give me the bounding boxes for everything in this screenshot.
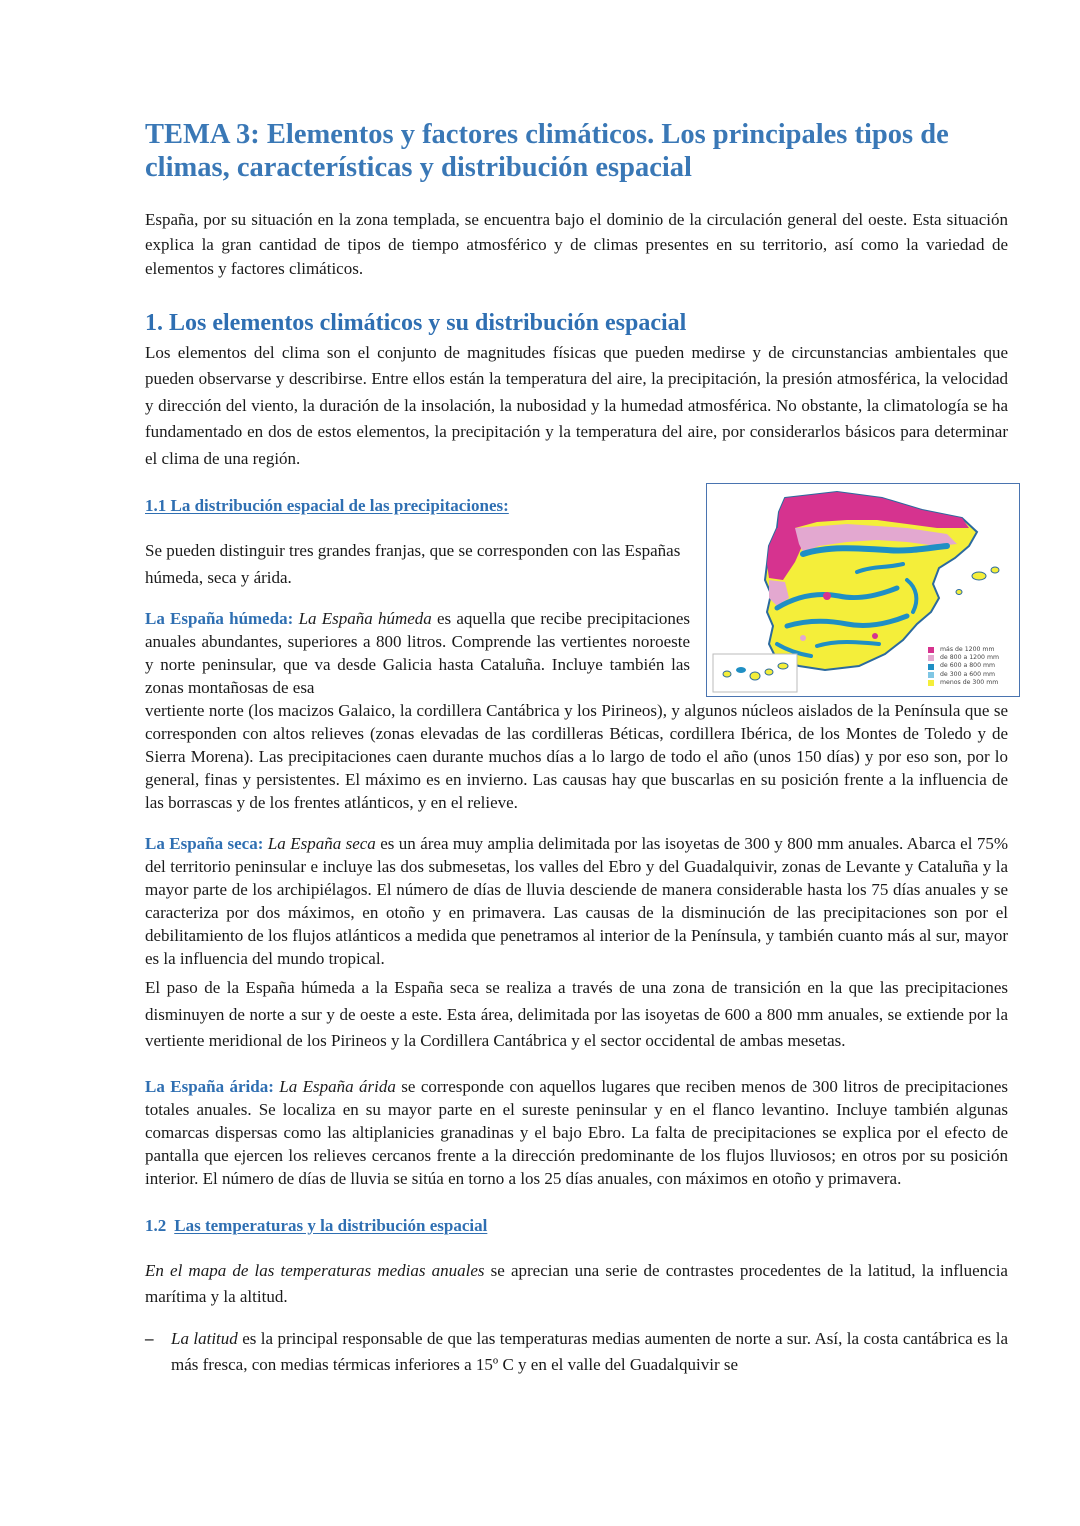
humeda-label: La España húmeda: — [145, 609, 294, 628]
legend-swatch — [928, 664, 934, 670]
temperaturas-intro — [145, 1258, 1008, 1311]
subsection-1-2-title: Las temperaturas y la distribución espacial — [174, 1215, 488, 1235]
page-title: TEMA 3: Elementos y factores climáticos. Los principales tipos de climas, características y distribución espacial — [145, 119, 949, 183]
legend-swatch — [928, 680, 934, 686]
subsection-1-1-heading: 1.1 La distribución espacial de las precipitaciones: — [145, 496, 509, 515]
subsection-1-2-number: 1.2 — [145, 1215, 167, 1235]
legend-item — [928, 671, 1018, 679]
canary-island — [736, 667, 746, 673]
legend-label: de 800 a 1200 mm — [940, 654, 1000, 662]
temperaturas-list — [145, 1326, 1008, 1379]
wet-spot — [800, 635, 806, 641]
section-1-heading: 1. Los elementos climáticos y su distribución espacial — [145, 309, 687, 336]
legend-swatch — [928, 647, 934, 653]
legend-label: menos de 300 mm — [940, 678, 999, 686]
seca-paragraph — [145, 832, 1008, 970]
intro-paragraph: España, por su situación en la zona templada, se encuentra bajo el dominio de la circulación general del oeste. Esta situación explica la gran cantidad de tipos de tiempo atmosférico y de climas presentes en su territorio, así como la variedad de elementos y factores climáticos. — [145, 210, 1008, 278]
humeda-paragraph-part1 — [145, 607, 690, 699]
humeda-text-a: es aquella que recibe precipitaciones anuales abundantes, superiores a 800 litros. Comprende las vertientes noroeste y norte peninsular, que va desde Galicia hasta Cataluña. Incluye también las zonas montañosas de esa — [145, 609, 691, 697]
legend-swatch — [928, 655, 934, 661]
temperaturas-intro-rest: se aprecian una serie de contrastes procedentes de la latitud, la influencia marítima y la altitud. — [145, 1260, 1008, 1306]
legend-item — [928, 646, 1018, 654]
canary-island — [723, 671, 731, 677]
legend-item — [928, 654, 1018, 662]
legend-swatch — [928, 672, 934, 678]
subsection-1-1-heading-wrap — [145, 496, 690, 516]
legend-label: más de 1200 mm — [940, 646, 995, 653]
legend-label: de 600 a 800 mm — [940, 662, 996, 670]
humeda-paragraph-part2: vertiente norte (los macizos Galaico, la cordillera Cantábrica y los Pirineos), y algunos núcleos aislados de la Península que se corresponden con altos relieves (zonas elevadas de las cordilleras Béticas, cordillera Ibérica, de los Montes de Toledo y de Sierra Morena). Las precipitaciones caen durante muchos días a lo largo de todo el año (unos 150 días) y por eso son, por lo general, finas y persistentes. El máximo es en invierno. Las causas hay que buscarlas en su posición frente a la influencia de las borrascas y de los frentes atlánticos, y en el relieve. — [145, 701, 1008, 812]
legend-item — [928, 679, 1018, 687]
transicion-paragraph: El paso de la España húmeda a la España seca se realiza a través de una zona de transición en la que las precipitaciones disminuyen de norte a sur y de oeste a este. Esta área, delimitada por las isoyetas de 600 a 800 mm anuales, se extiende por la vertiente meridional de los Pirineos y la Cordillera Cantábrica y el sector occidental de ambas mesetas. — [145, 978, 1008, 1050]
arida-italic: La España árida — [279, 1076, 396, 1096]
wet-spot — [872, 633, 878, 639]
latitud-italic: La latitud — [171, 1328, 238, 1348]
latitud-text: es la principal responsable de que las temperaturas medias aumenten de norte a sur. Así, la costa cantábrica es la más fresca, con medias térmicas inferiores a 15º C y en el valle del Guadalquivir se — [171, 1328, 1008, 1374]
canary-island — [778, 663, 788, 669]
map-legend — [928, 646, 1018, 687]
document-content — [145, 118, 1008, 1379]
list-item — [145, 1326, 1008, 1379]
balearic-island — [991, 567, 999, 573]
temperaturas-intro-italic: En el mapa de las temperaturas medias anuales — [145, 1260, 485, 1280]
humeda-italic: La España húmeda — [298, 609, 432, 628]
section-1-paragraph: Los elementos del clima son el conjunto de magnitudes físicas que pueden medirse y de circunstancias ambientales que pueden observarse y describirse. Entre ellos están la temperatura del aire, la precipitación, la presión atmosférica, la velocidad y dirección del viento, la duración de la insolación, la nubosidad y la humedad atmosférica. No obstante, la climatología se ha fundamentado en dos de estos elementos, la precipitación y la temperatura del aire, por considerarlos básicos para determinar el clima de una región. — [145, 342, 1008, 468]
seca-italic: La España seca — [267, 834, 376, 853]
wet-spot — [823, 592, 831, 600]
canary-island — [765, 669, 773, 675]
balearic-island — [956, 590, 962, 595]
arida-text: se corresponde con aquellos lugares que reciben menos de 300 litros de precipitaciones totales anuales. Se localiza en su mayor parte en el sureste peninsular y en el flanco levantino. Incluye también algunas comarcas dispersas como las altiplanicies granadinas y el bajo Ebro. La falta de precipitaciones se explica por el efecto de pantalla que ejercen los relieves cercanos frente a la dirección predominante de los flujos lluviosos; en otros por su posición interior. El número de días de lluvia se sitúa en torno a los 25 días anuales, con máximos en otoño y primavera. — [145, 1076, 1008, 1188]
seca-text: es un área muy amplia delimitada por las isoyetas de 300 y 800 mm anuales. Abarca el 75% del territorio peninsular e incluye las dos submesetas, los valles del Ebro y del Guadalquivir, zonas de Levante y Cataluña y la mayor parte de los archipiélagos. El número de días de lluvia desciende de manera considerable hasta los 75 días anuales y se caracteriza por dos máximos, en otoño y en primavera. Las causas de la disminución de las precipitaciones son por el debilitamiento de los flujos atlánticos a medida que penetramos al interior de la Península, y también cuanto más al sur, mayor es la influencia del mundo tropical. — [145, 834, 1009, 968]
arida-paragraph — [145, 1075, 1008, 1190]
legend-label: de 300 a 600 mm — [940, 670, 996, 678]
balearic-island — [972, 572, 986, 580]
legend-item — [928, 662, 1018, 670]
seca-label: La España seca: — [145, 834, 264, 853]
arida-label: La España árida: — [145, 1076, 274, 1096]
subsection-1-2-heading — [145, 1216, 1008, 1236]
subsection-1-1-intro: Se pueden distinguir tres grandes franjas, que se corresponden con las Españas húmeda, seca y árida. — [145, 541, 681, 587]
canary-island — [750, 672, 760, 680]
